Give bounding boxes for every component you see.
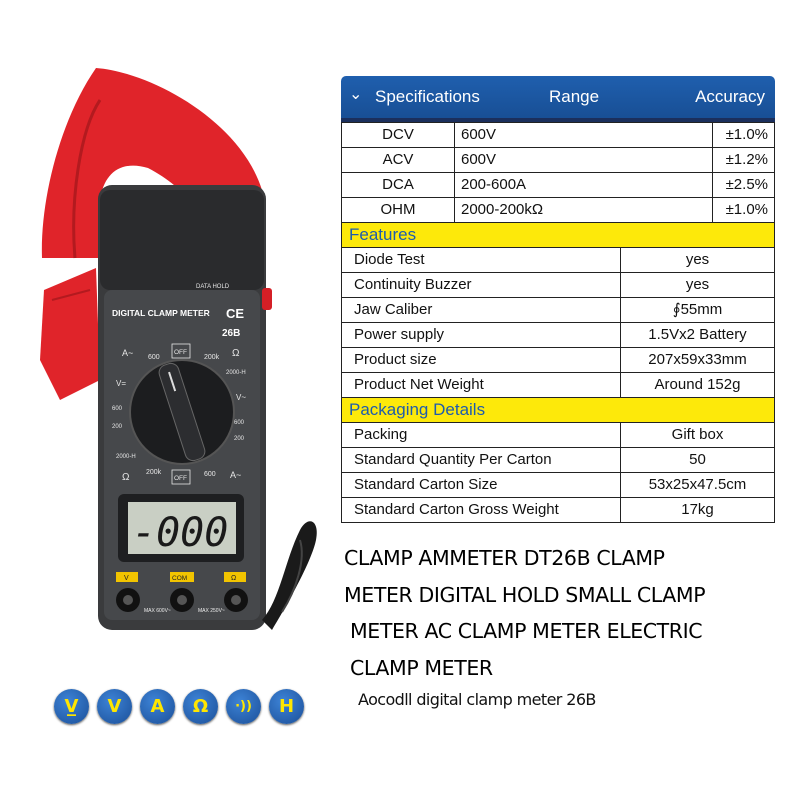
table-row [342, 498, 775, 523]
feature-key: Product Net Weight [342, 373, 621, 398]
lcd-reading: -000 [132, 510, 229, 556]
continuity-icon: ·)) [226, 689, 261, 724]
spec-name: ACV [342, 148, 455, 173]
chevron-down-icon: ⌄ [349, 86, 363, 103]
features-heading: Features [341, 223, 775, 247]
spec-sheet [341, 76, 775, 523]
table-row [342, 173, 775, 198]
packaging-value: 17kg [621, 498, 775, 523]
table-row [342, 423, 775, 448]
jack-max-label-2: MAX 250V~ [198, 608, 225, 614]
table-row [342, 298, 775, 323]
dial-label-dcv-200: 200 [234, 436, 245, 442]
spec-accuracy: ±1.2% [713, 148, 775, 173]
data-hold-icon: H [269, 689, 304, 724]
spec-range: 200-600A [455, 173, 713, 198]
dial-label-v200: 200 [112, 424, 123, 430]
feature-value: yes [621, 273, 775, 298]
table-row [342, 448, 775, 473]
table-row [342, 248, 775, 273]
table-row [342, 373, 775, 398]
ac-current-icon: A [140, 689, 175, 724]
spec-range: 2000-200kΩ [455, 198, 713, 223]
jack-ohm-label: Ω [231, 575, 237, 582]
header-range: Range [549, 87, 600, 106]
jack-v-label: V [124, 575, 129, 582]
clamp-trigger [40, 268, 100, 400]
feature-value: Around 152g [621, 373, 775, 398]
caption-line: METER DIGITAL HOLD SMALL CLAMP [344, 582, 706, 607]
spec-accuracy: ±1.0% [713, 123, 775, 148]
ce-mark: CE [226, 306, 245, 321]
spec-range: 600V [455, 123, 713, 148]
dial-label-acv: A~ [122, 348, 134, 358]
dial-label-ohm-bottom: Ω [122, 472, 130, 483]
packaging-value: Gift box [621, 423, 775, 448]
table-row [342, 273, 775, 298]
jack-max-label-1: MAX 600V~ [144, 608, 171, 614]
feature-value: yes [621, 248, 775, 273]
dial-label-ac-a: A~ [230, 470, 242, 480]
table-row [342, 473, 775, 498]
dial-label-2000: 2000-H [116, 454, 136, 460]
dial-label-dcv-600: 600 [112, 406, 123, 412]
header-accuracy: Accuracy [695, 87, 765, 106]
spec-range: 600V [455, 148, 713, 173]
feature-key: Product size [342, 348, 621, 373]
data-hold-label: DATA HOLD [196, 284, 230, 290]
table-row [342, 198, 775, 223]
resistance-icon: Ω [183, 689, 218, 724]
dial-label-600: 600 [148, 354, 160, 361]
feature-key: Diode Test [342, 248, 621, 273]
feature-key: Power supply [342, 323, 621, 348]
dial-label-2000k: 2000-H [226, 370, 246, 376]
packaging-key: Standard Carton Size [342, 473, 621, 498]
caption-line: CLAMP METER [350, 655, 493, 680]
spec-accuracy: ±1.0% [713, 198, 775, 223]
table-row [342, 323, 775, 348]
clamp-meter-photo [0, 0, 340, 690]
dial-label-dcv: V= [116, 379, 127, 388]
packaging-value: 53x25x47.5cm [621, 473, 775, 498]
caption-line: CLAMP AMMETER DT26B CLAMP [344, 546, 665, 570]
wrist-strap [262, 521, 317, 630]
data-hold-button [262, 288, 272, 310]
spec-table-header [341, 76, 775, 118]
dial-label-off-top: OFF [174, 349, 187, 356]
spec-name: DCA [342, 173, 455, 198]
ac-voltage-icon: V [97, 689, 132, 724]
model-label: 26B [222, 328, 241, 339]
spec-name: DCV [342, 123, 455, 148]
spec-name: OHM [342, 198, 455, 223]
dial-label-acv2: V~ [236, 393, 247, 402]
dial-label-200k: 200k [204, 354, 220, 361]
features-table [341, 247, 775, 398]
dial-label-off-bottom: OFF [174, 475, 187, 482]
header-specifications: Specifications [375, 87, 480, 106]
table-row [342, 148, 775, 173]
packaging-table [341, 422, 775, 523]
product-caption [344, 540, 784, 686]
jack-com-label: COM [172, 575, 188, 582]
packaging-key: Packing [342, 423, 621, 448]
function-icons [54, 689, 304, 724]
meter-title: DIGITAL CLAMP METER [112, 308, 210, 318]
dial-label-200k-bottom: 200k [146, 469, 162, 476]
table-row [342, 348, 775, 373]
packaging-value: 50 [621, 448, 775, 473]
spec-table [341, 122, 775, 223]
feature-key: Jaw Caliber [342, 298, 621, 323]
dial-label-a600: 600 [204, 471, 216, 478]
feature-value: ∮55mm [621, 298, 775, 323]
feature-value: 207x59x33mm [621, 348, 775, 373]
packaging-key: Standard Quantity Per Carton [342, 448, 621, 473]
dc-voltage-icon: V̲ [54, 689, 89, 724]
table-row [342, 123, 775, 148]
feature-key: Continuity Buzzer [342, 273, 621, 298]
spec-accuracy: ±2.5% [713, 173, 775, 198]
caption-line: METER AC CLAMP METER ELECTRIC [350, 619, 703, 643]
feature-value: 1.5Vx2 Battery [621, 323, 775, 348]
packaging-key: Standard Carton Gross Weight [342, 498, 621, 523]
dial-label-ohm-top: Ω [232, 348, 240, 359]
packaging-heading: Packaging Details [341, 398, 775, 422]
input-jacks [116, 588, 248, 612]
product-subcaption: Aocodll digital clamp meter 26B [358, 690, 596, 709]
dial-label-acv-600: 600 [234, 420, 245, 426]
